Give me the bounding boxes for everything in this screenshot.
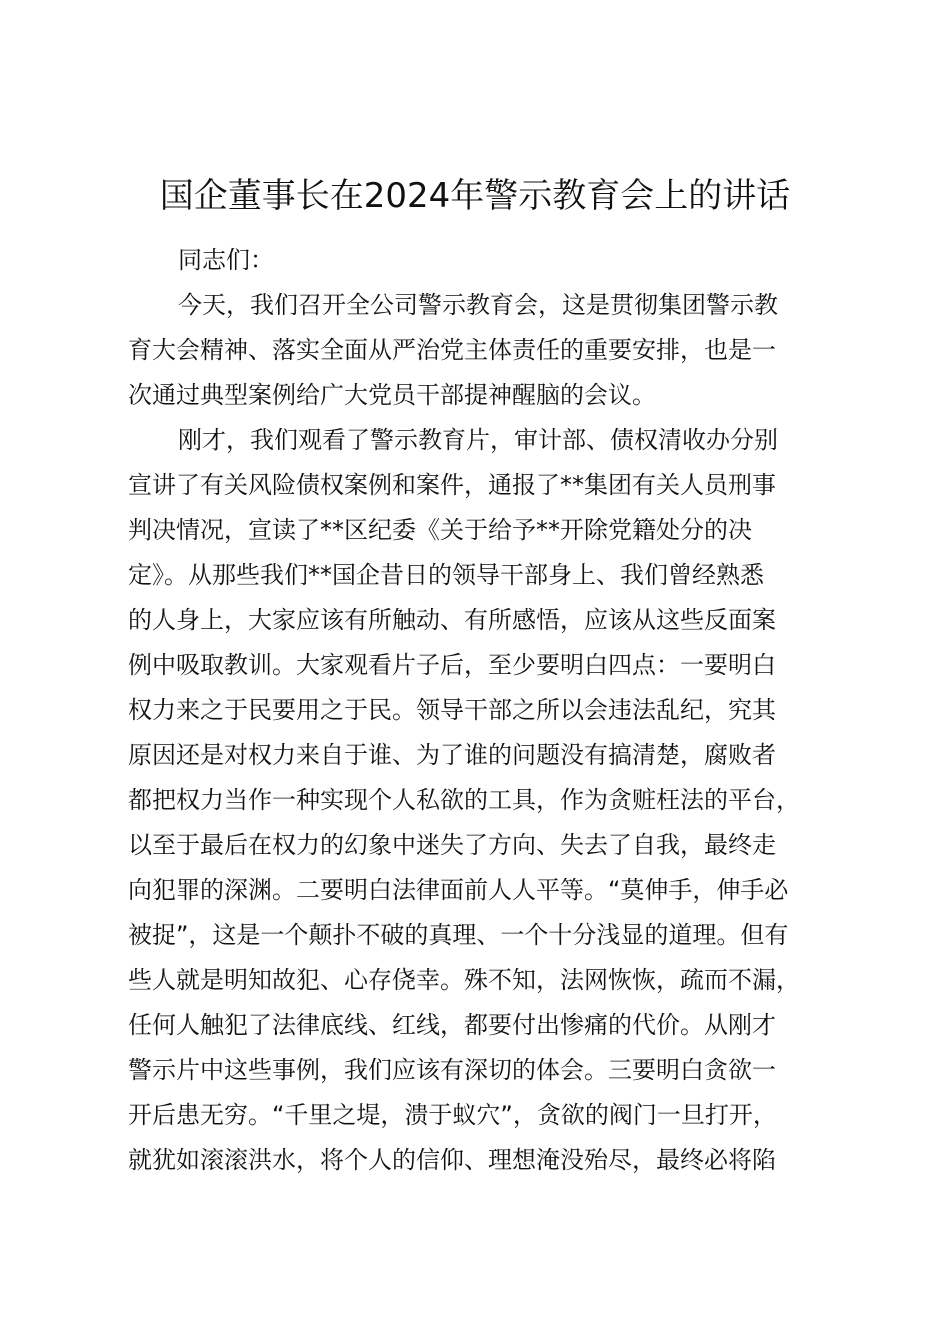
paragraph-1-line-1: 今天，我们召开全公司警示教育会，这是贯彻集团警示教 [178,291,778,319]
document-title: 国企董事长在2024年警示教育会上的讲话 [159,176,791,216]
paragraph-2-line-7: 权力来之于民要用之于民。领导干部之所以会违法乱纪，究其 [128,696,776,724]
paragraph-2-line-13: 些人就是明知故犯、心存侥幸。殊不知，法网恢恢，疏而不漏， [128,966,800,994]
paragraph-2-line-8: 原因还是对权力来自于谁、为了谁的问题没有搞清楚，腐败者 [128,741,776,769]
paragraph-2-line-6: 例中吸取教训。大家观看片子后，至少要明白四点：一要明白 [128,651,776,679]
paragraph-2-line-1: 刚才，我们观看了警示教育片，审计部、债权清收办分别 [178,426,778,454]
paragraph-2-line-2: 宣讲了有关风险债权案例和案件，通报了**集团有关人员刑事 [128,471,776,499]
paragraph-2-line-4: 定》。从那些我们**国企昔日的领导干部身上、我们曾经熟悉 [128,561,764,589]
paragraph-2-line-14: 任何人触犯了法律底线、红线，都要付出惨痛的代价。从刚才 [128,1011,776,1039]
paragraph-2-line-3: 判决情况，宣读了**区纪委《关于给予**开除党籍处分的决 [128,516,752,544]
paragraph-2-line-12: 被捉”，这是一个颠扑不破的真理、一个十分浅显的道理。但有 [128,921,789,949]
paragraph-2-line-15: 警示片中这些事例，我们应该有深切的体会。三要明白贪欲一 [128,1056,776,1084]
paragraph-1-line-3: 次通过典型案例给广大党员干部提神醒脑的会议。 [128,381,656,409]
paragraph-2-line-9: 都把权力当作一种实现个人私欲的工具，作为贪赃枉法的平台， [128,786,800,814]
paragraph-2-line-16: 开后患无穷。“千里之堤，溃于蚁穴”，贪欲的阀门一旦打开， [128,1101,777,1129]
paragraph-2-line-5: 的人身上，大家应该有所触动、有所感悟，应该从这些反面案 [128,606,776,634]
document-body [128,238,828,1183]
paragraph-2-line-17: 就犹如滚滚洪水，将个人的信仰、理想淹没殆尽，最终必将陷 [128,1146,776,1174]
paragraph-1-line-2: 育大会精神、落实全面从严治党主体责任的重要安排，也是一 [128,336,776,364]
paragraph-2-line-11: 向犯罪的深渊。二要明白法律面前人人平等。“莫伸手，伸手必 [128,876,789,904]
salutation-line: 同志们： [178,246,274,274]
paragraph-2-line-10: 以至于最后在权力的幻象中迷失了方向、失去了自我，最终走 [128,831,776,859]
